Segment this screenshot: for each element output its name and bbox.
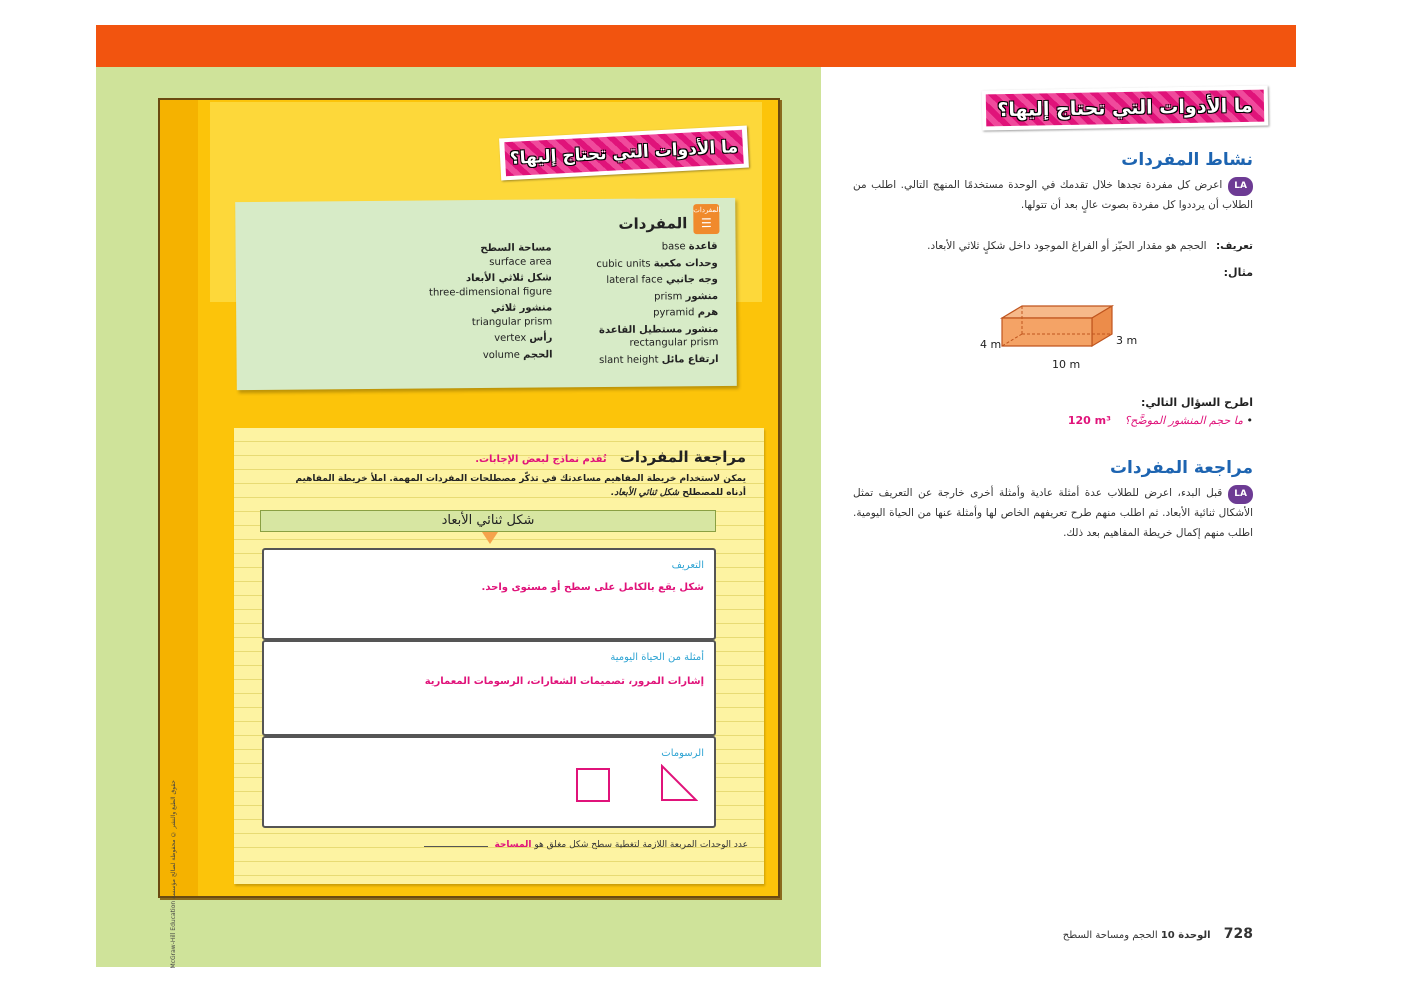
teacher-page-title: ما الأدوات التي تحتاج إليها؟ xyxy=(986,90,1265,127)
rectangular-prism-diagram xyxy=(980,300,1140,380)
review-title: مراجعة المفردات xyxy=(619,448,746,466)
unit-label: الوحدة 10 xyxy=(1160,930,1211,941)
ask-label: اطرح السؤال التالي: xyxy=(1140,396,1253,409)
footer-answer: المساحة xyxy=(494,840,532,850)
vocab-item: شكل ثلاثي الأبعاد three-dimensional figure xyxy=(428,272,553,298)
square-drawing xyxy=(576,768,610,802)
definition-line xyxy=(927,240,1253,252)
vocab-activity-heading: نشاط المفردات xyxy=(1121,150,1253,170)
footer-text: عدد الوحدات المربعة اللازمة لتغطية سطح شكل مغلق هو xyxy=(534,840,748,850)
definition-answer: شكل يقع بالكامل على سطح أو مستوى واحد. xyxy=(481,582,704,593)
vocabulary-book-icon xyxy=(693,204,719,234)
book-glyph: ☰ xyxy=(700,216,712,231)
student-page-title: ما الأدوات التي تحتاج إليها؟ xyxy=(504,130,743,176)
review-title-line xyxy=(475,448,746,466)
vocab-review-heading: مراجعة المفردات xyxy=(1109,458,1253,478)
question-bullet xyxy=(1068,414,1253,427)
vocab-list-left xyxy=(372,241,553,366)
la-badge: LA xyxy=(1228,177,1253,196)
vocab-item: ارتفاع مائل slant height xyxy=(599,353,719,366)
page-number: 728 xyxy=(1223,926,1253,942)
book-spine-strip xyxy=(160,100,198,896)
vocab-item: وحدات مكعبة cubic units xyxy=(596,257,718,270)
examples-answer: إشارات المرور، تصميمات الشعارات، الرسومات المعمارية xyxy=(424,676,704,687)
example-label: مثال: xyxy=(1223,266,1253,279)
vocab-item: رأس vertex xyxy=(494,332,553,344)
student-book-page xyxy=(158,98,780,969)
vocab-item: وجه جانبي lateral face xyxy=(606,273,718,286)
bullet-dot: • xyxy=(1243,414,1253,427)
right-triangle-drawing xyxy=(660,764,698,802)
prism-length-label: 10 m xyxy=(1052,358,1081,371)
vocab-item: منشور prism xyxy=(654,290,719,303)
prism-width-label: 4 m xyxy=(980,338,1002,351)
footer-blank-line xyxy=(424,846,488,847)
teacher-title-banner xyxy=(982,86,1269,131)
vocabulary-review-card xyxy=(234,428,764,884)
examples-label: أمثلة من الحياة اليومية xyxy=(610,652,704,663)
down-arrow-icon xyxy=(482,532,498,544)
page-footer xyxy=(1063,926,1253,942)
vocab-item: منشور ثلاثي triangular prism xyxy=(471,302,553,328)
instruction-main: يمكن لاستخدام خريطة المفاهيم مساعدتك في تذكّر مصطلحات المفردات المهمة. املأ خريطة المفاهيم أدناه للمصطلح xyxy=(295,474,746,499)
definition-label: التعريف xyxy=(671,560,704,571)
vocab-item: الحجم volume xyxy=(482,348,553,361)
vocab-activity-text xyxy=(853,176,1253,216)
prism-height-label: 3 m xyxy=(1116,334,1138,347)
definition-label: تعريف: xyxy=(1215,240,1253,252)
concept-map-topic: شكل ثنائي الأبعاد xyxy=(260,510,716,532)
question-answer: 120 m³ xyxy=(1067,414,1111,427)
vocab-item: مساحة السطح surface area xyxy=(480,242,552,268)
copyright-side-text: McGraw-Hill Education حقوق الطبع والنشر © محفوظة لصالح مؤسسة xyxy=(170,780,177,969)
vocab-icon-label: المفردات xyxy=(693,205,721,215)
review-hint: تُقدم نماذج لبعض الإجابات. xyxy=(475,454,607,465)
vocab-item: قاعدة base xyxy=(661,240,718,253)
review-paragraph: قبل البدء، اعرض للطلاب عدة أمثلة عادية وأمثلة أخرى خارجة عن التعريف تمثل الأشكال ثنائية الأبعاد. ثم اطلب منهم طرح تعريفهم الخاص لها وأمثلة عنها من الحياة اليومية. اطلب منهم إكمال خريطة المفاهيم بعد ذلك. xyxy=(853,487,1253,540)
vocab-item: هرم pyramid xyxy=(653,306,719,319)
definition-box xyxy=(262,548,716,640)
activity-paragraph: اعرض كل مفردة تجدها خلال تقدمك في الوحدة مستخدمًا المنهج التالي. اطلب من الطلاب أن يرددوا كل مفردة بصوت عالٍ بعد أن تتولها. xyxy=(853,179,1253,212)
vocabulary-title: المفردات xyxy=(618,214,688,233)
question-text: ما حجم المنشور الموضَّح؟ xyxy=(1124,414,1243,427)
unit-title: الحجم ومساحة السطح xyxy=(1062,930,1158,941)
examples-box xyxy=(262,640,716,736)
instruction-term: شكل ثنائي الأبعاد. xyxy=(610,488,680,499)
review-instructions xyxy=(276,472,746,501)
review-footer-sentence xyxy=(424,840,748,850)
la-badge: LA xyxy=(1228,485,1253,504)
vocab-review-text xyxy=(853,484,1253,544)
vocab-list-right xyxy=(548,240,719,370)
top-color-bar xyxy=(96,25,1296,67)
drawings-box xyxy=(262,736,716,828)
vocabulary-card xyxy=(235,198,737,390)
drawings-label: الرسومات xyxy=(661,748,704,759)
vocab-item: منشور مستطيل القاعدة rectangular prism xyxy=(598,323,719,349)
definition-text: الحجم هو مقدار الحيّز أو الفراغ الموجود داخل شكلٍ ثلاثي الأبعاد. xyxy=(927,240,1207,252)
